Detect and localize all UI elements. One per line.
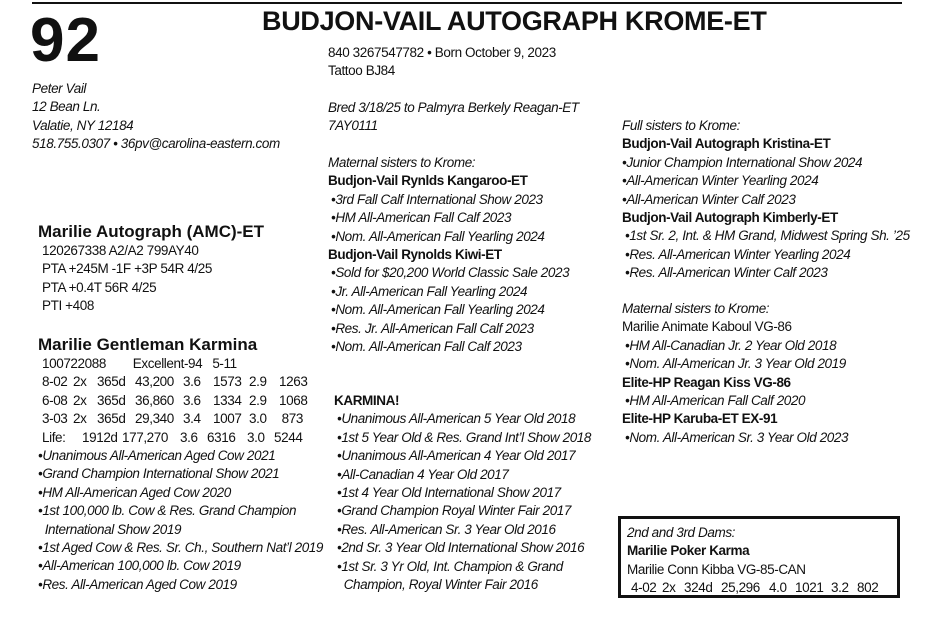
sister-honor: •Sold for $20,200 World Classic Sale 2023 <box>331 265 570 281</box>
sister-honor: •Nom. All-American Fall Calf 2023 <box>331 339 522 355</box>
record-fat-pct: 3.4 <box>183 411 201 427</box>
consignor-name: Peter Vail <box>32 81 87 96</box>
record-milking: 2x <box>73 374 87 390</box>
karmina-honor: •Res. All-American Sr. 3 Year Old 2016 <box>337 521 556 537</box>
sire-name: Marilie Autograph (AMC)-ET <box>38 222 265 241</box>
third-dam: Marilie Conn Kibba VG-85-CAN <box>627 561 806 577</box>
record-fat-pct: 4.0 <box>769 580 787 596</box>
record-age: 4-02 <box>631 580 657 596</box>
dam-name: Marilie Gentleman Karmina <box>38 335 258 354</box>
sister-honor: •Jr. All-American Fall Yearling 2024 <box>331 283 528 299</box>
dam-honor: •All-American 100,000 lb. Cow 2019 <box>38 558 241 574</box>
sister-honor: •Res. All-American Winter Yearling 2024 <box>625 246 851 262</box>
karmina-heading: KARMINA! <box>334 393 400 408</box>
full-sisters <box>622 117 910 283</box>
top-rule <box>32 2 902 4</box>
section-heading: Maternal sisters to Krome: <box>328 155 476 170</box>
sister-name: Elite-HP Reagan Kiss VG-86 <box>622 374 791 390</box>
production-record <box>42 410 323 428</box>
bred-code: 7AY0111 <box>328 118 378 134</box>
record-milk: 36,860 <box>135 392 174 408</box>
sire-line: PTA +245M -1F +3P 54R 4/25 <box>42 261 212 277</box>
sister-honor: •Res. Jr. All-American Fall Calf 2023 <box>331 320 534 336</box>
second-dam: Marilie Poker Karma <box>627 543 750 559</box>
sister-honor: •HM All-American Fall Calf 2023 <box>331 210 512 226</box>
breeding-block <box>328 99 579 136</box>
dam-honor: •1st Aged Cow & Res. Sr. Ch., Southern Nat’l 2019 <box>38 540 324 556</box>
dam-honor: •Grand Champion International Show 2021 <box>38 466 280 482</box>
record-milking: 2x <box>662 580 676 596</box>
maternal-sisters-2 <box>622 300 848 447</box>
record-days: 365d <box>97 392 126 408</box>
section-heading: Full sisters to Krome: <box>622 118 740 133</box>
record-milk: 25,296 <box>721 580 760 596</box>
sire-line: PTA +0.4T 56R 4/25 <box>42 279 157 295</box>
lifetime-fat-pct: 3.6 <box>180 429 198 445</box>
consignor-city: Valatie, NY 12184 <box>32 117 134 133</box>
karmina-honor: •Unanimous All-American 5 Year Old 2018 <box>337 411 576 427</box>
lot-number: 92 <box>30 6 101 75</box>
dam-honor: •1st 100,000 lb. Cow & Res. Grand Champion <box>38 503 297 519</box>
sister-honor: •Junior Champion International Show 2024 <box>622 154 863 170</box>
lifetime-days: 1912d <box>82 429 118 445</box>
sister-name: Budjon-Vail Rynolds Kiwi-ET <box>328 247 502 263</box>
consignor-contact: 518.755.0307 • 36pv@carolina-eastern.com <box>32 136 280 152</box>
sister-honor: •Nom. All-American Fall Yearling 2024 <box>331 302 545 318</box>
dam-honor: •HM All-American Aged Cow 2020 <box>38 484 231 500</box>
karmina-honor: •All-Canadian 4 Year Old 2017 <box>337 466 509 482</box>
sister-honor: •1st Sr. 2, Int. & HM Grand, Midwest Spring Sh. ’25 <box>625 228 910 244</box>
dam-block <box>38 335 323 594</box>
record-age: 3-03 <box>42 411 68 427</box>
karmina-honor: •1st 4 Year Old International Show 2017 <box>337 485 561 501</box>
sister-honor: •HM All-Canadian Jr. 2 Year Old 2018 <box>625 337 837 353</box>
record-protein-pct: 2.9 <box>249 392 267 408</box>
dams-box <box>618 516 900 598</box>
record-protein: 1068 <box>279 392 308 408</box>
record-age: 6-08 <box>42 392 68 408</box>
sister-honor: •All-American Winter Yearling 2024 <box>622 173 819 189</box>
sister-name: Marilie Animate Kaboul VG-86 <box>622 319 792 335</box>
sire-block <box>38 222 264 316</box>
record-fat: 1021 <box>795 580 824 596</box>
lifetime-fat: 6316 <box>207 429 236 445</box>
sire-line: 120267338 A2/A2 799AY40 <box>42 243 199 258</box>
karmina-honor: •Unanimous All-American 4 Year Old 2017 <box>337 448 576 464</box>
sister-name: Budjon-Vail Autograph Kimberly-ET <box>622 210 838 226</box>
sister-honor: •HM All-American Fall Calf 2020 <box>625 393 806 409</box>
record-milk: 43,200 <box>135 374 174 390</box>
sister-honor: •All-American Winter Calf 2023 <box>622 191 796 207</box>
third-dam-record <box>631 579 883 597</box>
record-protein: 1263 <box>279 374 308 390</box>
sister-honor: •Nom. All-American Sr. 3 Year Old 2023 <box>625 429 849 445</box>
record-days: 324d <box>684 580 713 596</box>
dam-honor: •Unanimous All-American Aged Cow 2021 <box>38 448 276 464</box>
karmina-honor: •1st Sr. 3 Yr Old, Int. Champion & Grand <box>337 558 563 574</box>
consignor-block <box>32 80 280 154</box>
karmina-honor: •2nd Sr. 3 Year Old International Show 2016 <box>337 540 585 556</box>
lifetime-label: Life: <box>42 429 66 445</box>
record-age: 8-02 <box>42 374 68 390</box>
animal-id-block <box>328 44 556 81</box>
record-milking: 2x <box>73 392 87 408</box>
sister-name: Budjon-Vail Rynlds Kangaroo-ET <box>328 173 528 189</box>
record-protein-pct: 3.0 <box>249 411 267 427</box>
record-protein: 873 <box>281 411 303 427</box>
dam-honor: International Show 2019 <box>38 521 182 537</box>
record-days: 365d <box>97 411 126 427</box>
record-milk: 29,340 <box>135 411 174 427</box>
page-title: BUDJON-VAIL AUTOGRAPH KROME-ET <box>262 6 767 36</box>
dam-honor: •Res. All-American Aged Cow 2019 <box>38 576 237 592</box>
bred-to: Bred 3/18/25 to Palmyra Berkely Reagan-ET <box>328 100 579 115</box>
sister-honor: •Nom. All-American Jr. 3 Year Old 2019 <box>625 356 846 372</box>
sister-name: Budjon-Vail Autograph Kristina-ET <box>622 136 831 152</box>
sister-honor: •Nom. All-American Fall Yearling 2024 <box>331 228 545 244</box>
lifetime-record <box>42 429 323 447</box>
dams-heading: 2nd and 3rd Dams: <box>627 525 736 540</box>
lifetime-protein-pct: 3.0 <box>247 429 265 445</box>
karmina-honor: Champion, Royal Winter Fair 2016 <box>337 577 538 593</box>
consignor-street: 12 Bean Ln. <box>32 99 101 115</box>
record-fat: 1573 <box>213 374 242 390</box>
sire-line: PTI +408 <box>42 298 94 314</box>
production-record <box>42 392 323 410</box>
maternal-sisters-1 <box>328 154 569 356</box>
section-heading: Maternal sisters to Krome: <box>622 301 770 316</box>
record-fat-pct: 3.6 <box>183 392 201 408</box>
record-protein-pct: 3.2 <box>831 580 849 596</box>
record-milking: 2x <box>73 411 87 427</box>
record-days: 365d <box>97 374 126 390</box>
lifetime-protein: 5244 <box>274 429 303 445</box>
tattoo: Tattoo BJ84 <box>328 63 395 79</box>
registration-birth: 840 3267547782 • Born October 9, 2023 <box>328 45 556 60</box>
dam-registration: 100722088 Excellent-94 5-11 <box>42 356 237 371</box>
record-fat: 1007 <box>213 411 242 427</box>
lifetime-milk: 177,270 <box>122 429 168 445</box>
karmina-block <box>334 392 591 594</box>
record-fat-pct: 3.6 <box>183 374 201 390</box>
karmina-honor: •Grand Champion Royal Winter Fair 2017 <box>337 503 572 519</box>
record-protein: 802 <box>857 580 879 596</box>
sister-name: Elite-HP Karuba-ET EX-91 <box>622 411 778 427</box>
production-record <box>42 373 323 391</box>
record-protein-pct: 2.9 <box>249 374 267 390</box>
record-fat: 1334 <box>213 392 242 408</box>
sister-honor: •3rd Fall Calf International Show 2023 <box>331 191 543 207</box>
sister-honor: •Res. All-American Winter Calf 2023 <box>625 265 828 281</box>
karmina-honor: •1st 5 Year Old & Res. Grand Int’l Show 2018 <box>337 429 592 445</box>
